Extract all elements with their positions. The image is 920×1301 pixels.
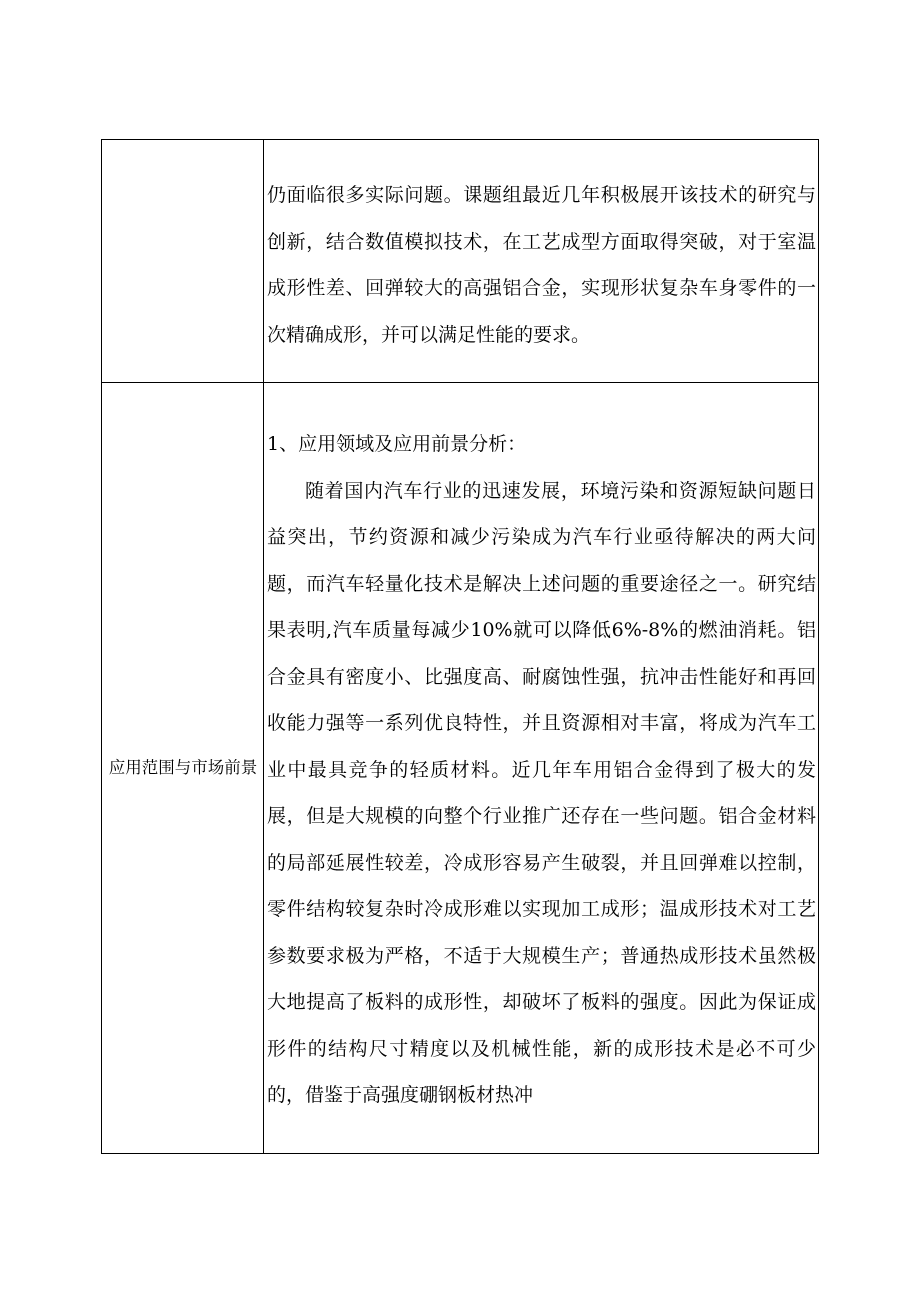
table-row	[102, 140, 819, 383]
row-label-cell	[102, 383, 264, 1154]
row-content-cell	[264, 383, 819, 1154]
content-paragraph: 随着国内汽车行业的迅速发展，环境污染和资源短缺问题日益突出，节约资源和减少污染成为汽车行业亟待解决的两大问题，而汽车轻量化技术是解决上述问题的重要途径之一。研究结果表明,汽车质量每减少10%就可以降低6%-8%的燃油消耗。铝合金具有密度小、比强度高、耐腐蚀性强，抗冲击性能好和再回收能力强等一系列优良特性，并且资源相对丰富，将成为汽车工业中最具竞争的轻质材料。近几年车用铝合金得到了极大的发展，但是大规模的向整个行业推广还存在一些问题。铝合金材料的局部延展性较差，冷成形容易产生破裂，并且回弹难以控制，零件结构较复杂时冷成形难以实现加工成形；温成形技术对工艺参数要求极为严格，不适于大规模生产；普通热成形技术虽然极大地提高了板料的成形性，却破坏了板料的强度。因此为保证成形件的结构尺寸精度以及机械性能，新的成形技术是必不可少的，借鉴于高强度硼钢板材热冲	[267, 479, 816, 1106]
section-heading: 1、应用领域及应用前景分析：	[267, 433, 527, 455]
table-row	[102, 383, 819, 1154]
content-paragraph: 仍面临很多实际问题。课题组最近几年积极展开该技术的研究与创新，结合数值模拟技术，在工艺成型方面取得突破，对于室温成形性差、回弹较大的高强铝合金，实现形状复杂车身零件的一次精确成形，并可以满足性能的要求。	[267, 184, 816, 346]
row-label: 应用范围与市场前景	[108, 758, 258, 777]
row-content-cell	[264, 140, 819, 383]
document-table	[101, 139, 819, 1154]
row-label-cell	[102, 140, 264, 383]
